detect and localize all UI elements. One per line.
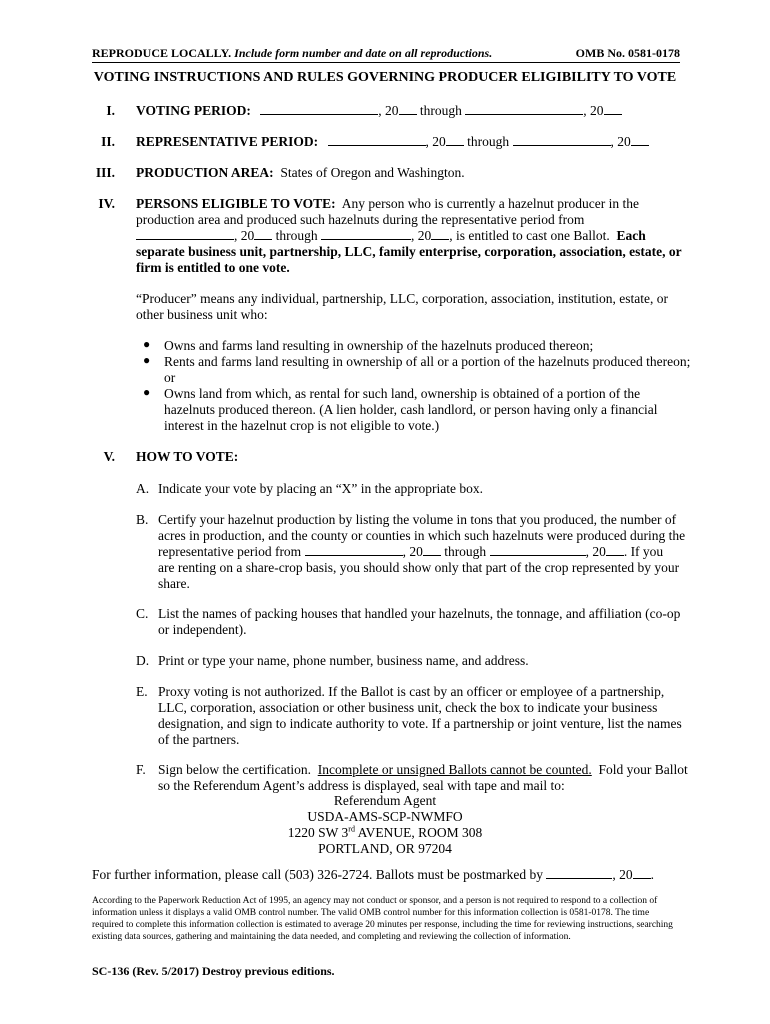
step-b-start-year-blank[interactable]: [423, 544, 441, 556]
step-a-text: Indicate your vote by placing an “X” in the appropriate box.: [158, 481, 484, 496]
address-superscript: rd: [348, 824, 355, 834]
address-street-rest: AVENUE, ROOM 308: [354, 825, 483, 840]
year-prefix: , 20: [378, 103, 399, 118]
bullet-item-continuation: or: [164, 370, 176, 385]
section-1-number: I.: [106, 103, 115, 118]
section-3-line: [136, 165, 465, 181]
year-prefix: , 20: [583, 103, 604, 118]
section-4-line-3: [136, 228, 646, 244]
eligibility-bold-text: Each: [616, 228, 646, 243]
production-area-label: PRODUCTION AREA:: [136, 165, 274, 180]
bullet-item: Owns land from which, as rental for such land, ownership is obtained of a portion of the: [164, 386, 641, 401]
address-line-1: Referendum Agent: [333, 793, 437, 808]
year-prefix: , 20: [612, 867, 633, 882]
step-b-line-1: Certify your hazelnut production by listing the volume in tons that you produced, the number of: [158, 512, 677, 527]
omb-number: OMB No. 0581-0178: [575, 46, 680, 60]
rep-period-end-blank[interactable]: [513, 134, 611, 146]
year-prefix: , 20: [610, 134, 631, 149]
bullet-icon: ●: [143, 385, 151, 399]
section-4-bold-line-3: firm is entitled to one vote.: [136, 260, 290, 275]
address-line-4: PORTLAND, OR 97204: [318, 841, 452, 856]
through-text: through: [444, 544, 487, 559]
paperwork-reduction-notice: According to the Paperwork Reduction Act of 1995, an agency may not conduct or sponsor, and a person is not required to respond to a collection of information unless it displays a valid OMB control number. The valid OMB control number for this information collection is 0581-0178. The time required to complete this information collection is estimated to average 20 minutes per response, including the time for reviewing instructions, searching existing data sources, gathering and maintaining the data needed, and completing and reviewing the collection of information.: [92, 896, 673, 942]
section-3-number: III.: [95, 165, 115, 180]
rep-period-start-blank[interactable]: [328, 134, 426, 146]
further-info-text: For further information, please call (503) 326-2724. Ballots must be postmarked by: [92, 867, 544, 882]
eligibility-end-blank[interactable]: [321, 228, 411, 240]
eligibility-text: , is entitled to cast one Ballot.: [449, 228, 610, 243]
section-4-line-1: [136, 196, 639, 212]
bullet-item-continuation: interest in the hazelnut crop is not eligible to vote.): [164, 418, 440, 433]
production-area-text: States of Oregon and Washington.: [280, 165, 465, 180]
bullet-item: Rents and farms land resulting in ownership of all or a portion of the hazelnuts produced thereon;: [164, 354, 691, 369]
step-b-line-5: share.: [158, 576, 190, 591]
postmark-date-blank[interactable]: [546, 867, 612, 879]
bullet-item: Owns and farms land resulting in ownership of the hazelnuts produced thereon;: [164, 338, 594, 353]
voting-period-end-blank[interactable]: [465, 103, 583, 115]
section-2-number: II.: [101, 134, 115, 149]
step-e-letter: E.: [136, 684, 148, 699]
step-e-line-3: designation, and sign to indicate authority to vote. If a partnership or joint venture, list the names: [158, 716, 682, 731]
step-b-line-3: [158, 544, 663, 560]
step-d-letter: D.: [136, 653, 150, 668]
bullet-icon: ●: [143, 353, 151, 367]
header-reproduce: REPRODUCE LOCALLY.: [92, 46, 232, 60]
year-prefix: , 20: [234, 228, 255, 243]
step-a-letter: A.: [136, 481, 150, 496]
step-c-line-1: List the names of packing houses that handled your hazelnuts, the tonnage, and affiliation (co-op: [158, 606, 681, 621]
form-footer: SC-136 (Rev. 5/2017) Destroy previous editions.: [92, 964, 335, 978]
section-2-line: [136, 134, 649, 150]
step-f-line-2: so the Referendum Agent’s address is displayed, seal with tape and mail to:: [158, 778, 565, 793]
eligibility-start-year-blank[interactable]: [254, 228, 272, 240]
further-information: [92, 867, 654, 883]
representative-period-label: REPRESENTATIVE PERIOD:: [136, 134, 319, 149]
page-title: VOTING INSTRUCTIONS AND RULES GOVERNING PRODUCER ELIGIBILITY TO VOTE: [93, 70, 677, 85]
step-f-letter: F.: [136, 762, 146, 777]
form-header: [92, 44, 680, 63]
step-d-text: Print or type your name, phone number, business name, and address.: [158, 653, 529, 668]
step-f-warning: Incomplete or unsigned Ballots cannot be counted.: [317, 762, 592, 777]
voting-period-end-year-blank[interactable]: [604, 103, 622, 115]
through-text: through: [419, 103, 462, 118]
step-c-letter: C.: [136, 606, 149, 621]
year-prefix: , 20: [402, 544, 423, 559]
eligibility-start-blank[interactable]: [136, 228, 234, 240]
address-street: 1220 SW 3: [287, 825, 349, 840]
rep-period-start-year-blank[interactable]: [446, 134, 464, 146]
step-f-line-1: [158, 762, 688, 778]
step-e-line-4: of the partners.: [158, 732, 240, 747]
step-b-start-blank[interactable]: [305, 544, 403, 556]
voting-period-start-year-blank[interactable]: [399, 103, 417, 115]
eligibility-text: Any person who is currently a hazelnut producer in the: [341, 196, 639, 211]
section-4-number: IV.: [98, 196, 115, 211]
bullet-item-continuation: hazelnuts produced thereon. (A lien holder, cash landlord, or person having only a financial: [164, 402, 658, 417]
rep-period-end-year-blank[interactable]: [631, 134, 649, 146]
year-prefix: , 20: [411, 228, 432, 243]
step-c-line-2: or independent).: [158, 622, 247, 637]
address-line-3: [0, 825, 770, 841]
step-b-text: . If you: [623, 544, 664, 559]
section-1-line: [136, 103, 622, 119]
step-b-line-4: are renting on a share-crop basis, you should show only that part of the crop represented by your: [158, 560, 680, 575]
address-line-2: USDA-AMS-SCP-NWMFO: [307, 809, 463, 824]
eligibility-end-year-blank[interactable]: [431, 228, 449, 240]
producer-definition-1: “Producer” means any individual, partnership, LLC, corporation, association, institution, estate, or: [136, 291, 668, 306]
bullet-icon: ●: [143, 337, 151, 351]
producer-definition-2: other business unit who:: [136, 307, 268, 322]
step-b-end-blank[interactable]: [490, 544, 586, 556]
period-text: .: [650, 867, 655, 882]
step-f-text: Fold your Ballot: [598, 762, 688, 777]
section-4-bold-line-2: separate business unit, partnership, LLC, family enterprise, corporation, association, estate, or: [136, 244, 682, 259]
step-b-letter: B.: [136, 512, 149, 527]
through-text: through: [467, 134, 510, 149]
section-4-line-2: production area and produced such hazelnuts during the representative period from: [136, 212, 585, 227]
voting-period-label: VOTING PERIOD:: [136, 103, 251, 118]
step-b-line-2: acres in production, and the county or counties in which such hazelnuts were produced during the: [158, 528, 686, 543]
through-text: through: [275, 228, 318, 243]
step-e-line-1: Proxy voting is not authorized. If the Ballot is cast by an officer or employee of a partnership,: [158, 684, 665, 699]
persons-eligible-label: PERSONS ELIGIBLE TO VOTE:: [136, 196, 336, 211]
step-f-text: Sign below the certification.: [158, 762, 311, 777]
how-to-vote-label: HOW TO VOTE:: [136, 449, 239, 464]
year-prefix: , 20: [585, 544, 606, 559]
step-b-text: representative period from: [158, 544, 302, 559]
header-instruction: Include form number and date on all reproductions.: [234, 46, 493, 60]
section-5-number: V.: [103, 449, 115, 464]
year-prefix: , 20: [425, 134, 446, 149]
postmark-year-blank[interactable]: [633, 867, 651, 879]
voting-period-start-blank[interactable]: [260, 103, 378, 115]
step-e-line-2: LLC, corporation, association or other business unit, check the box to indicate your business: [158, 700, 658, 715]
step-b-end-year-blank[interactable]: [606, 544, 624, 556]
